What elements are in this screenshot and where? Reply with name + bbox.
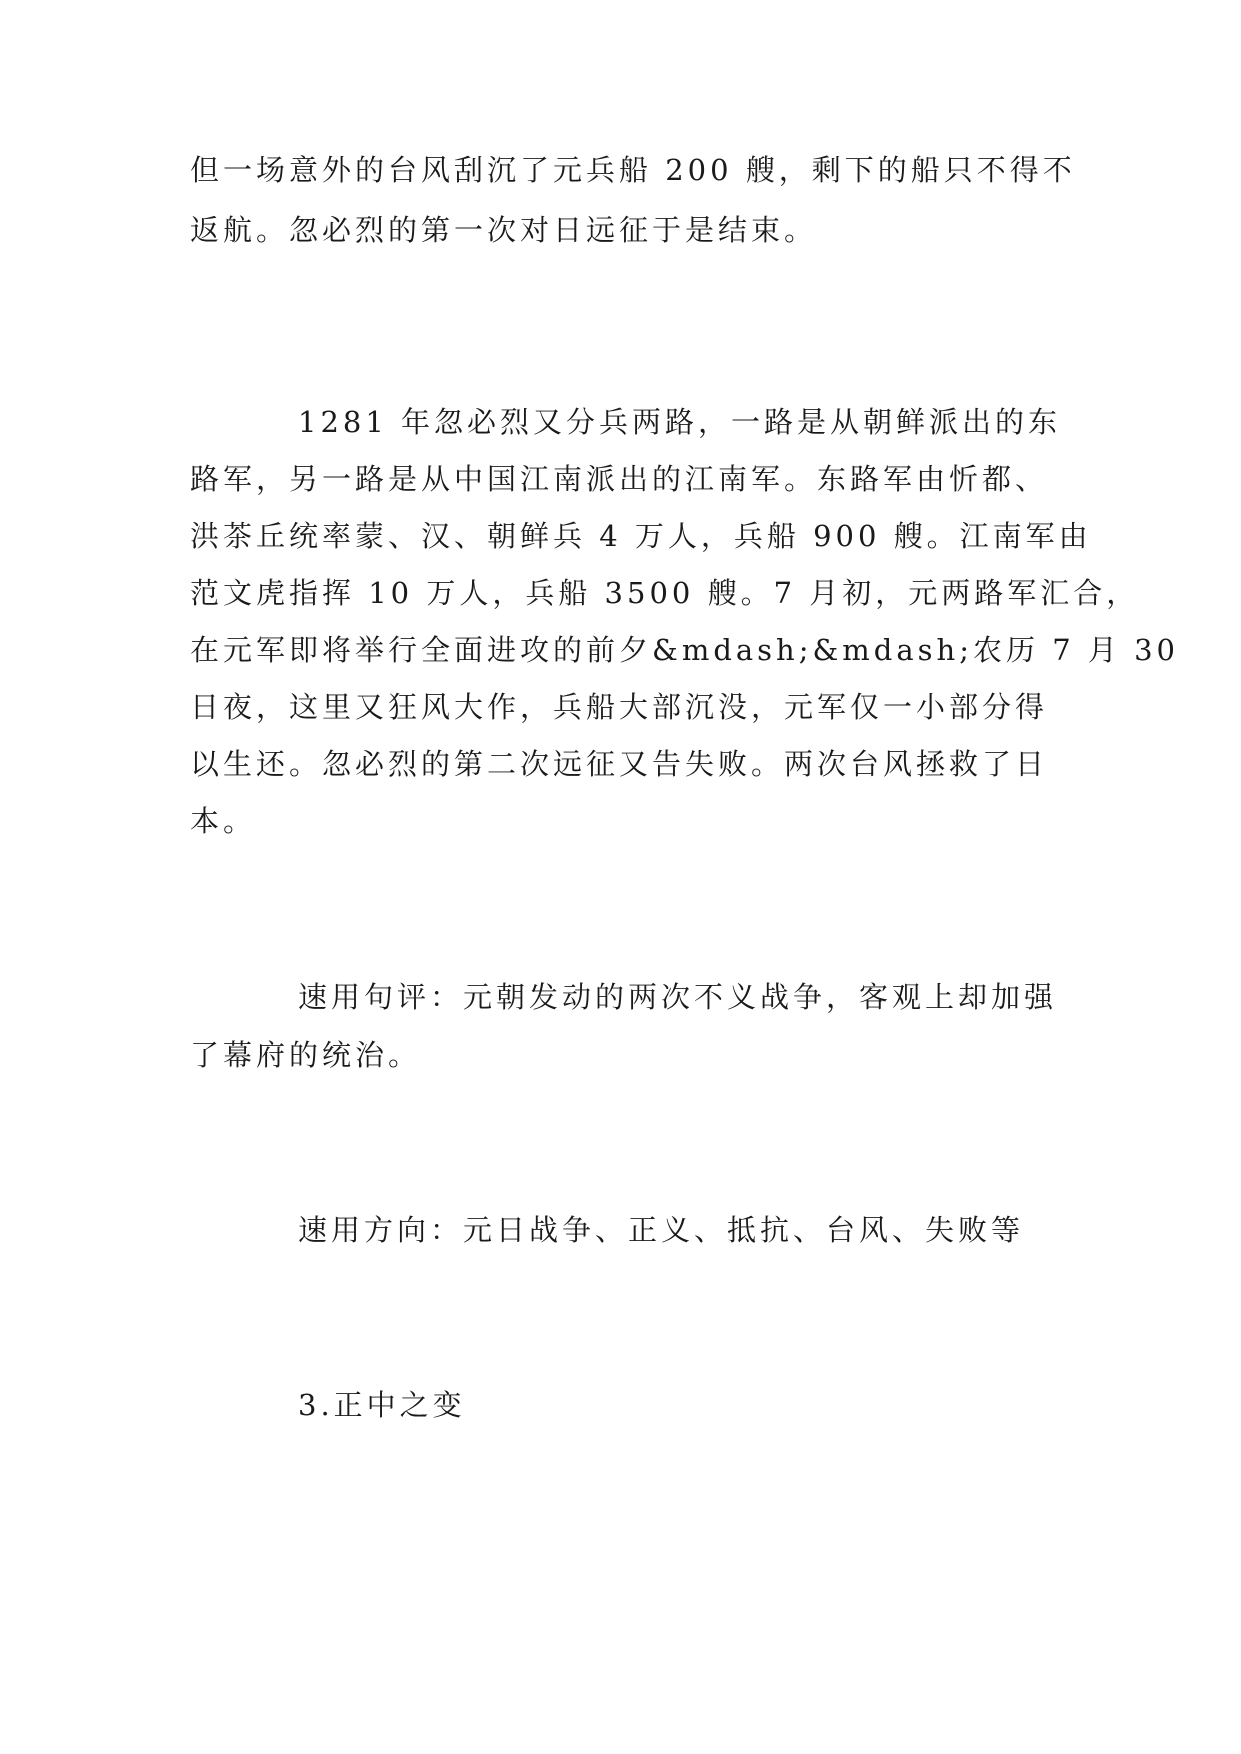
paragraph-2-line-4: 范文虎指挥 10 万人，兵船 3500 艘。7 月初，元两路军汇合，	[190, 576, 1140, 610]
paragraph-2-line-6: 日夜，这里又狂风大作，兵船大部沉没，元军仅一小部分得	[190, 690, 1049, 724]
paragraph-4-line-1: 速用方向：元日战争、正义、抵抗、台风、失败等	[298, 1213, 1025, 1247]
paragraph-3-line-1: 速用句评：元朝发动的两次不义战争，客观上却加强	[298, 980, 1058, 1014]
paragraph-2-line-5: 在元军即将举行全面进攻的前夕&mdash;&mdash;农历 7 月 30	[190, 633, 1180, 667]
paragraph-1-line-1: 但一场意外的台风刮沉了元兵船 200 艘，剩下的船只不得不	[190, 153, 1076, 187]
paragraph-2-line-7: 以生还。忽必烈的第二次远征又告失败。两次台风拯救了日	[190, 747, 1049, 781]
section-heading: 3.正中之变	[298, 1388, 466, 1422]
paragraph-2-line-8: 本。	[190, 804, 257, 838]
paragraph-2-line-3: 洪茶丘统率蒙、汉、朝鲜兵 4 万人，兵船 900 艘。江南军由	[190, 519, 1092, 553]
paragraph-2-line-2: 路军，另一路是从中国江南派出的江南军。东路军由忻都、	[190, 462, 1049, 496]
paragraph-1-line-2: 返航。忽必烈的第一次对日远征于是结束。	[190, 213, 818, 247]
paragraph-2-line-1: 1281 年忽必烈又分兵两路，一路是从朝鲜派出的东	[298, 405, 1062, 439]
paragraph-3-line-2: 了幕府的统治。	[190, 1038, 422, 1072]
